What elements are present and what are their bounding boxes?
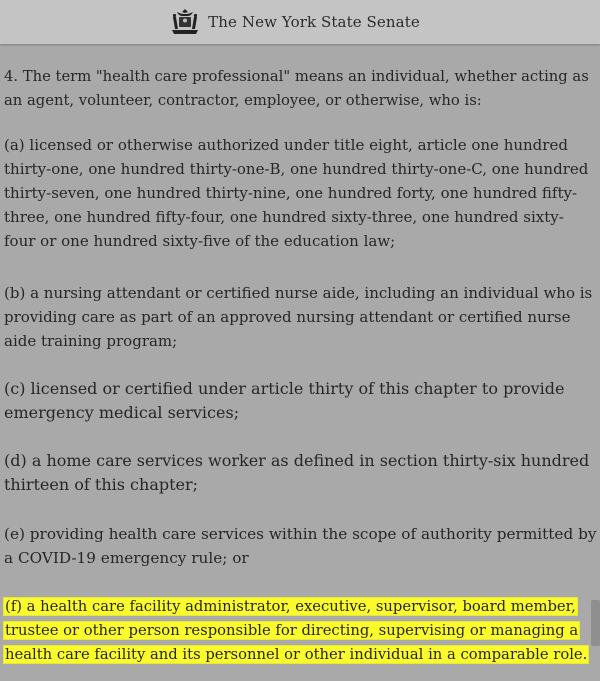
text-line: (b) a nursing attendant or certified nurse aide, including an individual who is — [4, 284, 593, 302]
text-line: (a) licensed or otherwise authorized under title eight, article one hundred — [4, 136, 568, 154]
bill-text-content — [0, 44, 600, 681]
text-line: three, one hundred fifty-four, one hundred sixty-three, one hundred sixty- — [4, 208, 564, 226]
ny-state-seal-icon — [170, 8, 200, 36]
text-line: providing care as part of an approved nursing attendant or certified nurse — [4, 308, 571, 326]
paragraph-d — [4, 449, 596, 497]
text-line: thirty-one, one hundred thirty-one-B, one hundred thirty-one-C, one hundred — [4, 160, 589, 178]
paragraph-e — [4, 522, 596, 570]
highlighted-text: health care facility and its personnel or other individual in a comparable role. — [5, 646, 588, 663]
text-line: 4. The term "health care professional" means an individual, whether acting as — [4, 68, 589, 85]
text-line: (c) licensed or certified under article thirty of this chapter to provide — [4, 379, 565, 398]
text-line: emergency medical services; — [4, 403, 240, 422]
text-line: thirteen of this chapter; — [4, 475, 199, 494]
text-line: an agent, volunteer, contractor, employee, or otherwise, who is: — [4, 92, 482, 109]
text-line: four or one hundred sixty-five of the education law; — [4, 232, 396, 250]
text-line — [4, 619, 596, 643]
paragraph-a — [4, 133, 596, 253]
text-line: (e) providing health care services within the scope of authority permitted by — [4, 525, 597, 543]
text-line — [4, 595, 596, 619]
highlighted-text: trustee or other person responsible for directing, supervising or managing a — [5, 622, 579, 639]
highlighted-text: (f) a health care facility administrator, executive, supervisor, board member, — [5, 598, 576, 615]
text-line: a COVID-19 emergency rule; or — [4, 549, 249, 567]
site-header — [0, 0, 600, 44]
paragraph-f-highlighted — [4, 595, 596, 667]
scrollbar-thumb[interactable] — [591, 600, 600, 646]
site-title: The New York State Senate — [208, 13, 420, 31]
text-line: thirty-seven, one hundred thirty-nine, one hundred forty, one hundred fifty- — [4, 184, 578, 202]
site-branding[interactable] — [170, 8, 420, 36]
text-line — [4, 643, 596, 667]
paragraph-b — [4, 281, 596, 353]
text-line: (d) a home care services worker as defined in section thirty-six hundred — [4, 451, 590, 470]
paragraph-c — [4, 377, 596, 425]
text-line: aide training program; — [4, 332, 178, 350]
paragraph-4-health-care-professional — [4, 65, 596, 113]
